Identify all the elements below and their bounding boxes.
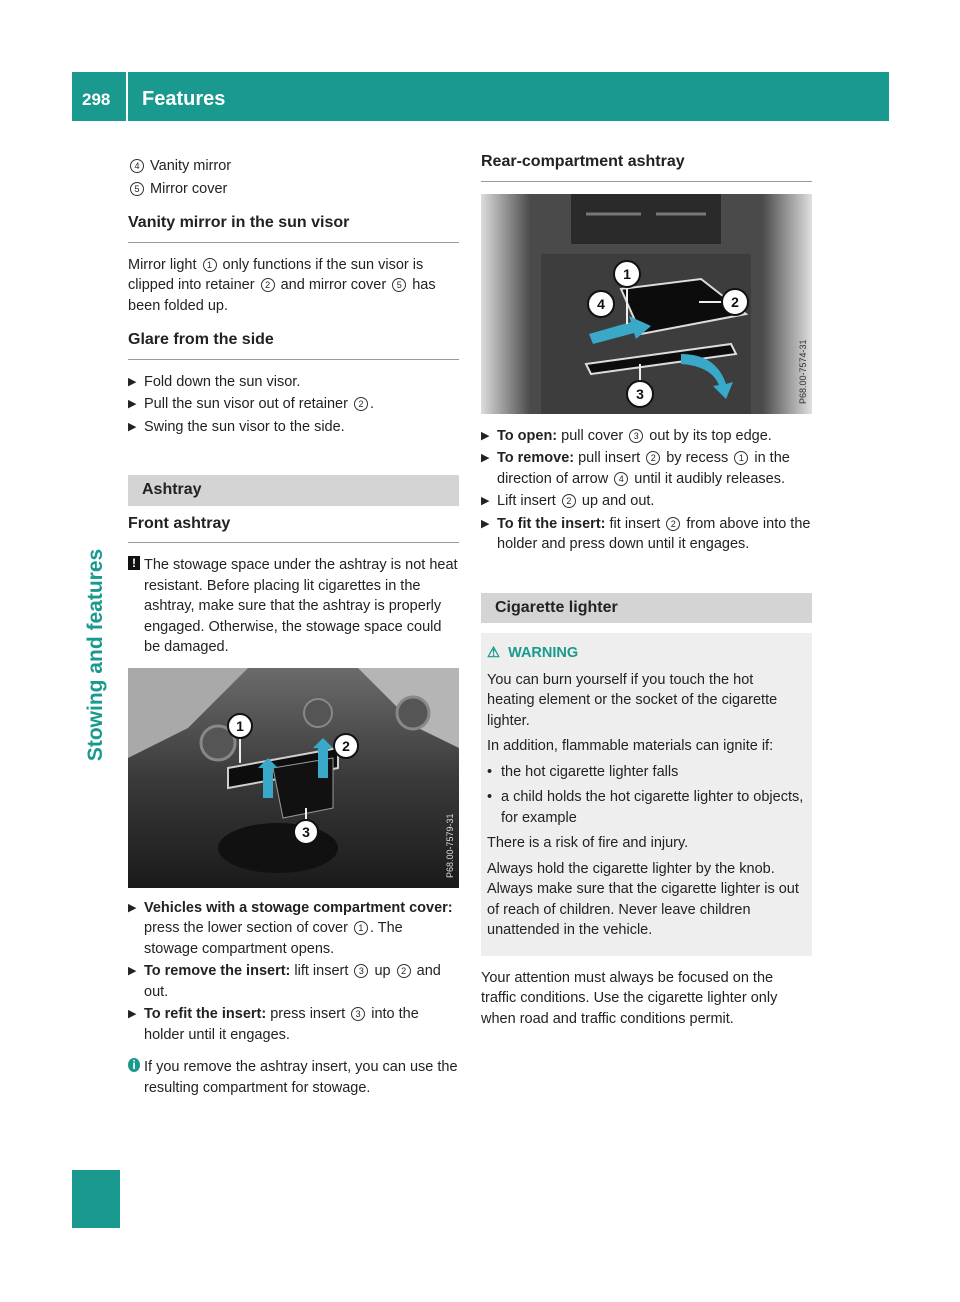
svg-text:3: 3 [636,385,644,402]
warning-paragraph: Always hold the cigarette lighter by the knob. Always make sure that the cigarette lighter is out of reach of children. Never leave children unattended in the vehicle. [487,860,799,938]
legend-item [128,156,459,177]
vanity-paragraph: Mirror light 1 only functions if the sun visor is clipped into retainer 2 and mirror cover 5 has been folded up. [128,256,436,314]
bullet-icon: • [487,763,493,780]
step-arrow-icon: ▶ [128,1008,137,1020]
front-steps [128,898,459,1099]
header-divider [126,72,128,121]
warning-title: ⚠ WARNING [487,645,579,661]
svg-text:1: 1 [623,265,631,282]
left-column [128,156,459,1098]
rear-steps [481,426,812,555]
step-arrow-icon: ▶ [128,420,137,433]
warning-paragraph: There is a risk of fire and injury. [487,835,689,851]
legend-text: Mirror cover [150,180,228,197]
step-arrow-icon: ▶ [128,375,137,388]
step-item: ▶ Fold down the sun visor. [128,372,459,393]
legend-item [128,179,459,200]
bullet-icon: • [487,789,493,805]
rear-ashtray-image [481,194,812,414]
warning-bullet: • a child holds the hot cigarette lighter to objects, for example [487,789,804,826]
info-icon: i [128,1058,140,1072]
step-item: ▶ To remove the insert: lift insert 3 up 2 and out. [128,963,441,1000]
step-arrow-icon: ▶ [481,429,490,442]
image-code: P68.00-7579-31 [445,812,455,878]
step-item: ▶ To fit the insert: fit insert 2 from above into the holder and press down until it engages. [481,515,811,552]
svg-text:2: 2 [342,737,350,754]
heading-rear-ashtray: Rear-compartment ashtray [481,152,812,182]
warning-paragraph: You can burn yourself if you touch the hot heating element or the socket of the cigarette lighter. [487,671,778,729]
step-arrow-icon: ▶ [481,517,490,530]
heading-glare: Glare from the side [128,330,459,360]
step-item: ▶ Lift insert 2 up and out. [481,491,812,512]
page-header [72,72,889,121]
step-item: ▶ Swing the sun visor to the side. [128,417,459,438]
legend-text: Vanity mirror [150,158,232,174]
svg-text:3: 3 [302,823,310,840]
step-item: ▶ To refit the insert: press insert 3 into the holder until it engages. [128,1006,419,1043]
svg-text:2: 2 [731,293,739,310]
right-column [481,152,812,1029]
step-arrow-icon: ▶ [128,398,137,410]
warning-paragraph: In addition, flammable materials can ignite if: [487,738,774,754]
step-arrow-icon: ▶ [481,495,490,507]
side-tab-text: Stowing and features [84,548,107,762]
callout-number: 4 [130,159,144,173]
side-tab-marker [72,1170,120,1228]
page-number: 298 [82,90,111,109]
warning-box [481,633,812,956]
closing-paragraph: Your attention must always be focused on the traffic conditions. Use the cigarette lighter only when road and traffic conditions permit. [481,969,778,1027]
warning-bullet: • the hot cigarette lighter falls [487,762,804,783]
step-arrow-icon: ▶ [481,452,490,464]
callout-number: 5 [130,182,144,196]
step-item: ▶ Pull the sun visor out of retainer 2 . [128,394,459,415]
heading-vanity-mirror: Vanity mirror in the sun visor [128,213,459,243]
chapter-title: Features [142,88,226,110]
front-ashtray-image [128,668,459,888]
exclamation-icon: ! [128,556,140,570]
step-item: ▶ Vehicles with a stowage compartment cover: press the lower section of cover 1 . The stowage compartment opens. [128,899,453,957]
image-code: P68.00-7574-31 [798,338,808,404]
warning-triangle-icon: ⚠ [487,645,500,661]
svg-text:1: 1 [236,717,244,734]
step-arrow-icon: ▶ [128,901,137,914]
step-item: ▶ To open: pull cover 3 out by its top edge. [481,426,812,447]
step-arrow-icon: ▶ [128,965,137,977]
side-tab-label [72,150,120,1160]
caution-note: ! The stowage space under the ashtray is not heat resistant. Before placing lit cigarettes in the ashtray, make sure that the ashtray is properly engaged. Otherwise, the stowage space could be damaged. [128,555,459,658]
svg-text:4: 4 [597,295,605,312]
section-ashtray: Ashtray [128,475,459,506]
section-cigarette-lighter: Cigarette lighter [481,593,812,624]
info-note: i If you remove the ashtray insert, you can use the resulting compartment for stowage. [128,1057,459,1098]
step-item: ▶ To remove: pull insert 2 by recess 1 in the direction of arrow 4 until it audibly releases. [481,450,790,487]
heading-front-ashtray: Front ashtray [128,514,459,544]
